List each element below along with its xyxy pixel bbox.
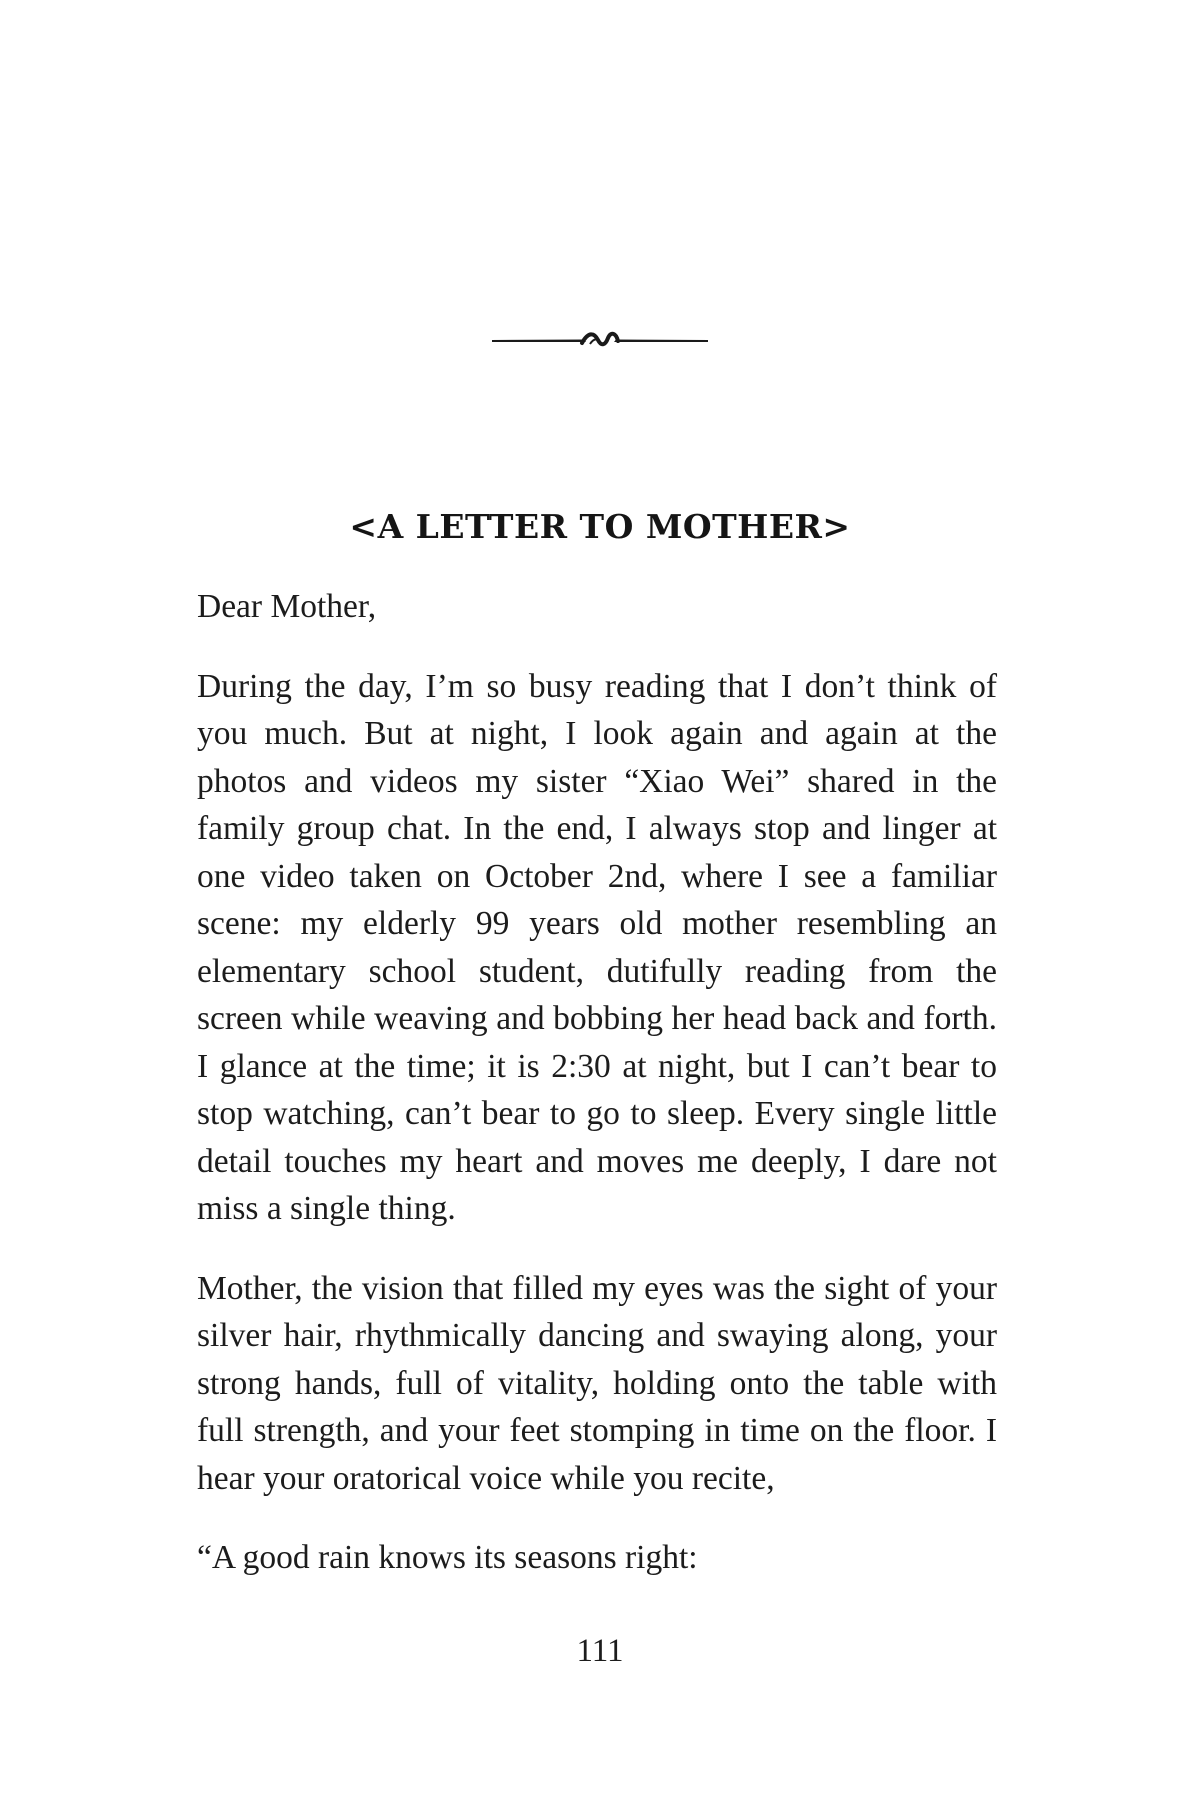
salutation: Dear Mother, <box>197 588 377 625</box>
letter-title: <A LETTER TO MOTHER> <box>349 507 851 546</box>
page-number: 111 <box>576 1633 624 1669</box>
flourish-divider-icon <box>490 326 710 356</box>
paragraph-1: During the day, I’m so busy reading that I don’t think of you much. But at night, I look again and again at the photos and videos my sister “Xiao Wei” shared in the family group chat. In the end, I always stop and linger at one video taken on October 2nd, where I see a familiar scene: my elderly 99 years old mother resembling an elementary school student, dutifully reading from the screen while weaving and bobbing her head back and forth. I glance at the time; it is 2:30 at night, but I can’t bear to stop watching, can’t bear to go to sleep. Every single little detail touches my heart and moves me deeply, I dare not miss a single thing. <box>197 667 997 1227</box>
letter-body <box>197 583 997 1614</box>
paragraph-2: Mother, the vision that filled my eyes was the sight of your silver hair, rhythmically dancing and swaying along, your strong hands, full of vitality, holding onto the table with full strength, and your feet stomping in time on the floor. I hear your oratorical voice while you recite, <box>197 1269 997 1497</box>
paragraph-3: “A good rain knows its seasons right: <box>197 1539 698 1576</box>
